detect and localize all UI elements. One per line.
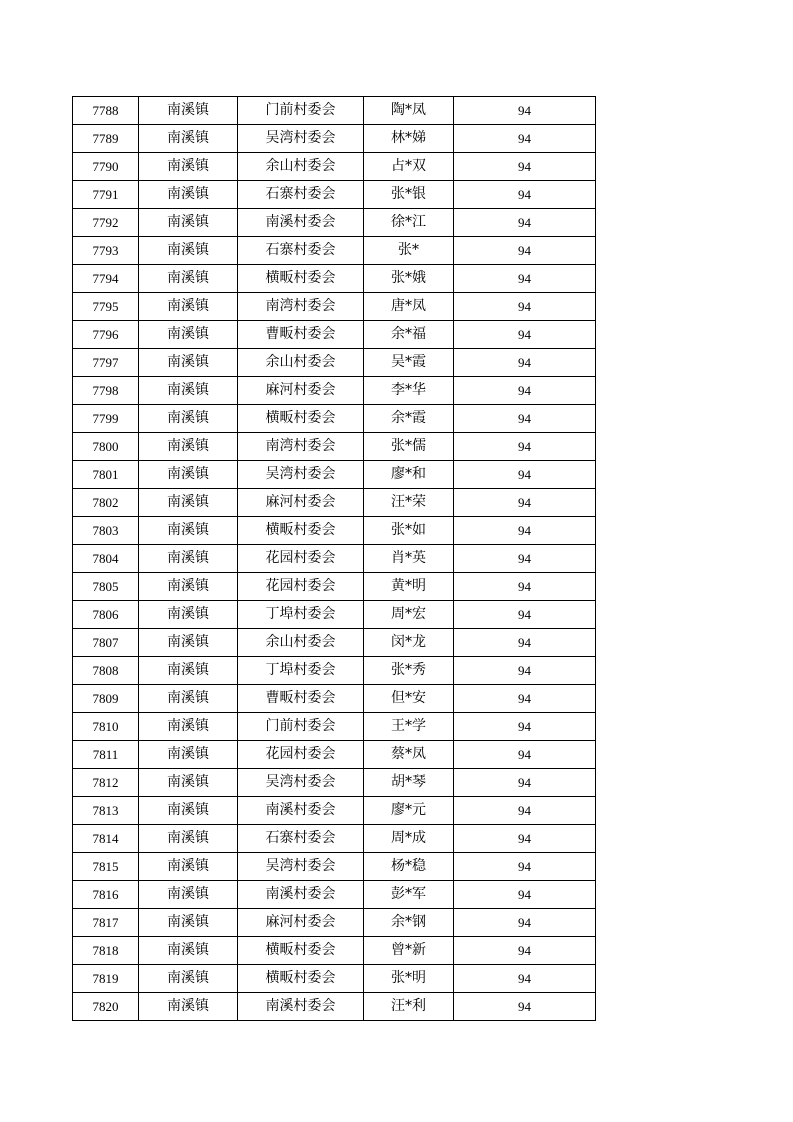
row-number-cell: 7790 [73,153,139,181]
person-name-cell: 吴*霞 [364,349,454,377]
person-name-cell: 余*福 [364,321,454,349]
village-committee-cell: 花园村委会 [238,573,364,601]
person-name-cell: 张*秀 [364,657,454,685]
village-committee-cell: 吴湾村委会 [238,461,364,489]
table-row [73,433,596,461]
village-committee-cell: 南溪村委会 [238,993,364,1021]
person-name-cell: 黄*明 [364,573,454,601]
row-number-cell: 7792 [73,209,139,237]
row-number-cell: 7810 [73,713,139,741]
person-name-cell: 余*霞 [364,405,454,433]
table-row [73,377,596,405]
village-committee-cell: 吴湾村委会 [238,125,364,153]
score-cell: 94 [454,853,596,881]
row-number-cell: 7798 [73,377,139,405]
village-committee-cell: 花园村委会 [238,545,364,573]
village-committee-cell: 南湾村委会 [238,293,364,321]
town-cell: 南溪镇 [139,601,238,629]
row-number-cell: 7816 [73,881,139,909]
row-number-cell: 7793 [73,237,139,265]
table-row [73,769,596,797]
row-number-cell: 7805 [73,573,139,601]
village-committee-cell: 余山村委会 [238,629,364,657]
town-cell: 南溪镇 [139,629,238,657]
person-name-cell: 胡*琴 [364,769,454,797]
person-name-cell: 张*儒 [364,433,454,461]
row-number-cell: 7804 [73,545,139,573]
table-row [73,181,596,209]
row-number-cell: 7796 [73,321,139,349]
score-cell: 94 [454,181,596,209]
score-cell: 94 [454,349,596,377]
score-cell: 94 [454,125,596,153]
row-number-cell: 7806 [73,601,139,629]
town-cell: 南溪镇 [139,237,238,265]
score-cell: 94 [454,489,596,517]
score-cell: 94 [454,741,596,769]
person-name-cell: 王*学 [364,713,454,741]
town-cell: 南溪镇 [139,825,238,853]
row-number-cell: 7817 [73,909,139,937]
village-committee-cell: 横畈村委会 [238,965,364,993]
row-number-cell: 7807 [73,629,139,657]
score-cell: 94 [454,573,596,601]
town-cell: 南溪镇 [139,377,238,405]
town-cell: 南溪镇 [139,125,238,153]
row-number-cell: 7820 [73,993,139,1021]
row-number-cell: 7815 [73,853,139,881]
table-row [73,713,596,741]
town-cell: 南溪镇 [139,349,238,377]
person-name-cell: 陶*凤 [364,97,454,125]
score-cell: 94 [454,825,596,853]
row-number-cell: 7819 [73,965,139,993]
town-cell: 南溪镇 [139,153,238,181]
row-number-cell: 7808 [73,657,139,685]
row-number-cell: 7802 [73,489,139,517]
village-committee-cell: 横畈村委会 [238,937,364,965]
village-committee-cell: 南溪村委会 [238,881,364,909]
town-cell: 南溪镇 [139,909,238,937]
village-committee-cell: 花园村委会 [238,741,364,769]
table-row [73,489,596,517]
row-number-cell: 7797 [73,349,139,377]
village-committee-cell: 吴湾村委会 [238,769,364,797]
table-row [73,293,596,321]
row-number-cell: 7795 [73,293,139,321]
village-committee-cell: 横畈村委会 [238,405,364,433]
score-cell: 94 [454,601,596,629]
table-row [73,517,596,545]
score-cell: 94 [454,713,596,741]
score-cell: 94 [454,517,596,545]
person-name-cell: 廖*元 [364,797,454,825]
village-committee-cell: 石寨村委会 [238,181,364,209]
person-name-cell: 张* [364,237,454,265]
town-cell: 南溪镇 [139,937,238,965]
person-name-cell: 蔡*凤 [364,741,454,769]
person-name-cell: 余*钢 [364,909,454,937]
table-row [73,265,596,293]
table-row [73,825,596,853]
person-name-cell: 汪*利 [364,993,454,1021]
person-name-cell: 林*娣 [364,125,454,153]
score-cell: 94 [454,237,596,265]
person-name-cell: 占*双 [364,153,454,181]
person-name-cell: 张*如 [364,517,454,545]
town-cell: 南溪镇 [139,209,238,237]
village-committee-cell: 麻河村委会 [238,909,364,937]
table-row [73,741,596,769]
town-cell: 南溪镇 [139,265,238,293]
town-cell: 南溪镇 [139,685,238,713]
town-cell: 南溪镇 [139,573,238,601]
person-name-cell: 张*银 [364,181,454,209]
row-number-cell: 7788 [73,97,139,125]
row-number-cell: 7800 [73,433,139,461]
score-cell: 94 [454,405,596,433]
score-cell: 94 [454,881,596,909]
score-cell: 94 [454,965,596,993]
table-row [73,321,596,349]
row-number-cell: 7791 [73,181,139,209]
town-cell: 南溪镇 [139,517,238,545]
data-table [72,96,596,1021]
person-name-cell: 唐*凤 [364,293,454,321]
table-row [73,965,596,993]
person-name-cell: 张*明 [364,965,454,993]
village-committee-cell: 石寨村委会 [238,237,364,265]
town-cell: 南溪镇 [139,769,238,797]
table-body [73,97,596,1021]
row-number-cell: 7803 [73,517,139,545]
score-cell: 94 [454,993,596,1021]
row-number-cell: 7813 [73,797,139,825]
table-row [73,797,596,825]
table-row [73,125,596,153]
village-committee-cell: 余山村委会 [238,349,364,377]
table-row [73,601,596,629]
score-cell: 94 [454,461,596,489]
table-row [73,545,596,573]
village-committee-cell: 石寨村委会 [238,825,364,853]
person-name-cell: 曾*新 [364,937,454,965]
person-name-cell: 李*华 [364,377,454,405]
row-number-cell: 7794 [73,265,139,293]
row-number-cell: 7801 [73,461,139,489]
town-cell: 南溪镇 [139,657,238,685]
score-cell: 94 [454,433,596,461]
row-number-cell: 7799 [73,405,139,433]
person-name-cell: 肖*英 [364,545,454,573]
town-cell: 南溪镇 [139,461,238,489]
score-cell: 94 [454,657,596,685]
row-number-cell: 7818 [73,937,139,965]
town-cell: 南溪镇 [139,797,238,825]
table-row [73,209,596,237]
score-cell: 94 [454,629,596,657]
row-number-cell: 7789 [73,125,139,153]
village-committee-cell: 横畈村委会 [238,265,364,293]
table-row [73,237,596,265]
score-cell: 94 [454,321,596,349]
town-cell: 南溪镇 [139,881,238,909]
village-committee-cell: 南湾村委会 [238,433,364,461]
score-cell: 94 [454,265,596,293]
score-cell: 94 [454,769,596,797]
person-name-cell: 张*娥 [364,265,454,293]
person-name-cell: 但*安 [364,685,454,713]
row-number-cell: 7812 [73,769,139,797]
table-row [73,853,596,881]
town-cell: 南溪镇 [139,405,238,433]
table-row [73,153,596,181]
score-cell: 94 [454,377,596,405]
town-cell: 南溪镇 [139,965,238,993]
table-row [73,573,596,601]
village-committee-cell: 丁埠村委会 [238,601,364,629]
town-cell: 南溪镇 [139,293,238,321]
row-number-cell: 7809 [73,685,139,713]
score-cell: 94 [454,909,596,937]
table-row [73,461,596,489]
table-row [73,909,596,937]
town-cell: 南溪镇 [139,853,238,881]
village-committee-cell: 横畈村委会 [238,517,364,545]
table-row [73,657,596,685]
person-name-cell: 徐*江 [364,209,454,237]
score-cell: 94 [454,209,596,237]
village-committee-cell: 门前村委会 [238,713,364,741]
person-name-cell: 彭*军 [364,881,454,909]
town-cell: 南溪镇 [139,993,238,1021]
table-row [73,97,596,125]
score-cell: 94 [454,797,596,825]
village-committee-cell: 曹畈村委会 [238,321,364,349]
row-number-cell: 7811 [73,741,139,769]
person-name-cell: 廖*和 [364,461,454,489]
person-name-cell: 周*宏 [364,601,454,629]
table-row [73,881,596,909]
village-committee-cell: 南溪村委会 [238,797,364,825]
village-committee-cell: 麻河村委会 [238,377,364,405]
town-cell: 南溪镇 [139,741,238,769]
row-number-cell: 7814 [73,825,139,853]
village-committee-cell: 丁埠村委会 [238,657,364,685]
person-name-cell: 闵*龙 [364,629,454,657]
table-row [73,349,596,377]
table-row [73,993,596,1021]
table-row [73,405,596,433]
town-cell: 南溪镇 [139,97,238,125]
village-committee-cell: 门前村委会 [238,97,364,125]
score-cell: 94 [454,545,596,573]
score-cell: 94 [454,937,596,965]
person-name-cell: 杨*稳 [364,853,454,881]
table-row [73,685,596,713]
person-name-cell: 周*成 [364,825,454,853]
person-name-cell: 汪*荣 [364,489,454,517]
town-cell: 南溪镇 [139,489,238,517]
village-committee-cell: 吴湾村委会 [238,853,364,881]
town-cell: 南溪镇 [139,433,238,461]
town-cell: 南溪镇 [139,545,238,573]
table-row [73,937,596,965]
village-committee-cell: 余山村委会 [238,153,364,181]
town-cell: 南溪镇 [139,713,238,741]
town-cell: 南溪镇 [139,181,238,209]
score-cell: 94 [454,97,596,125]
score-cell: 94 [454,685,596,713]
village-committee-cell: 麻河村委会 [238,489,364,517]
table-row [73,629,596,657]
score-cell: 94 [454,153,596,181]
town-cell: 南溪镇 [139,321,238,349]
score-cell: 94 [454,293,596,321]
village-committee-cell: 曹畈村委会 [238,685,364,713]
village-committee-cell: 南溪村委会 [238,209,364,237]
